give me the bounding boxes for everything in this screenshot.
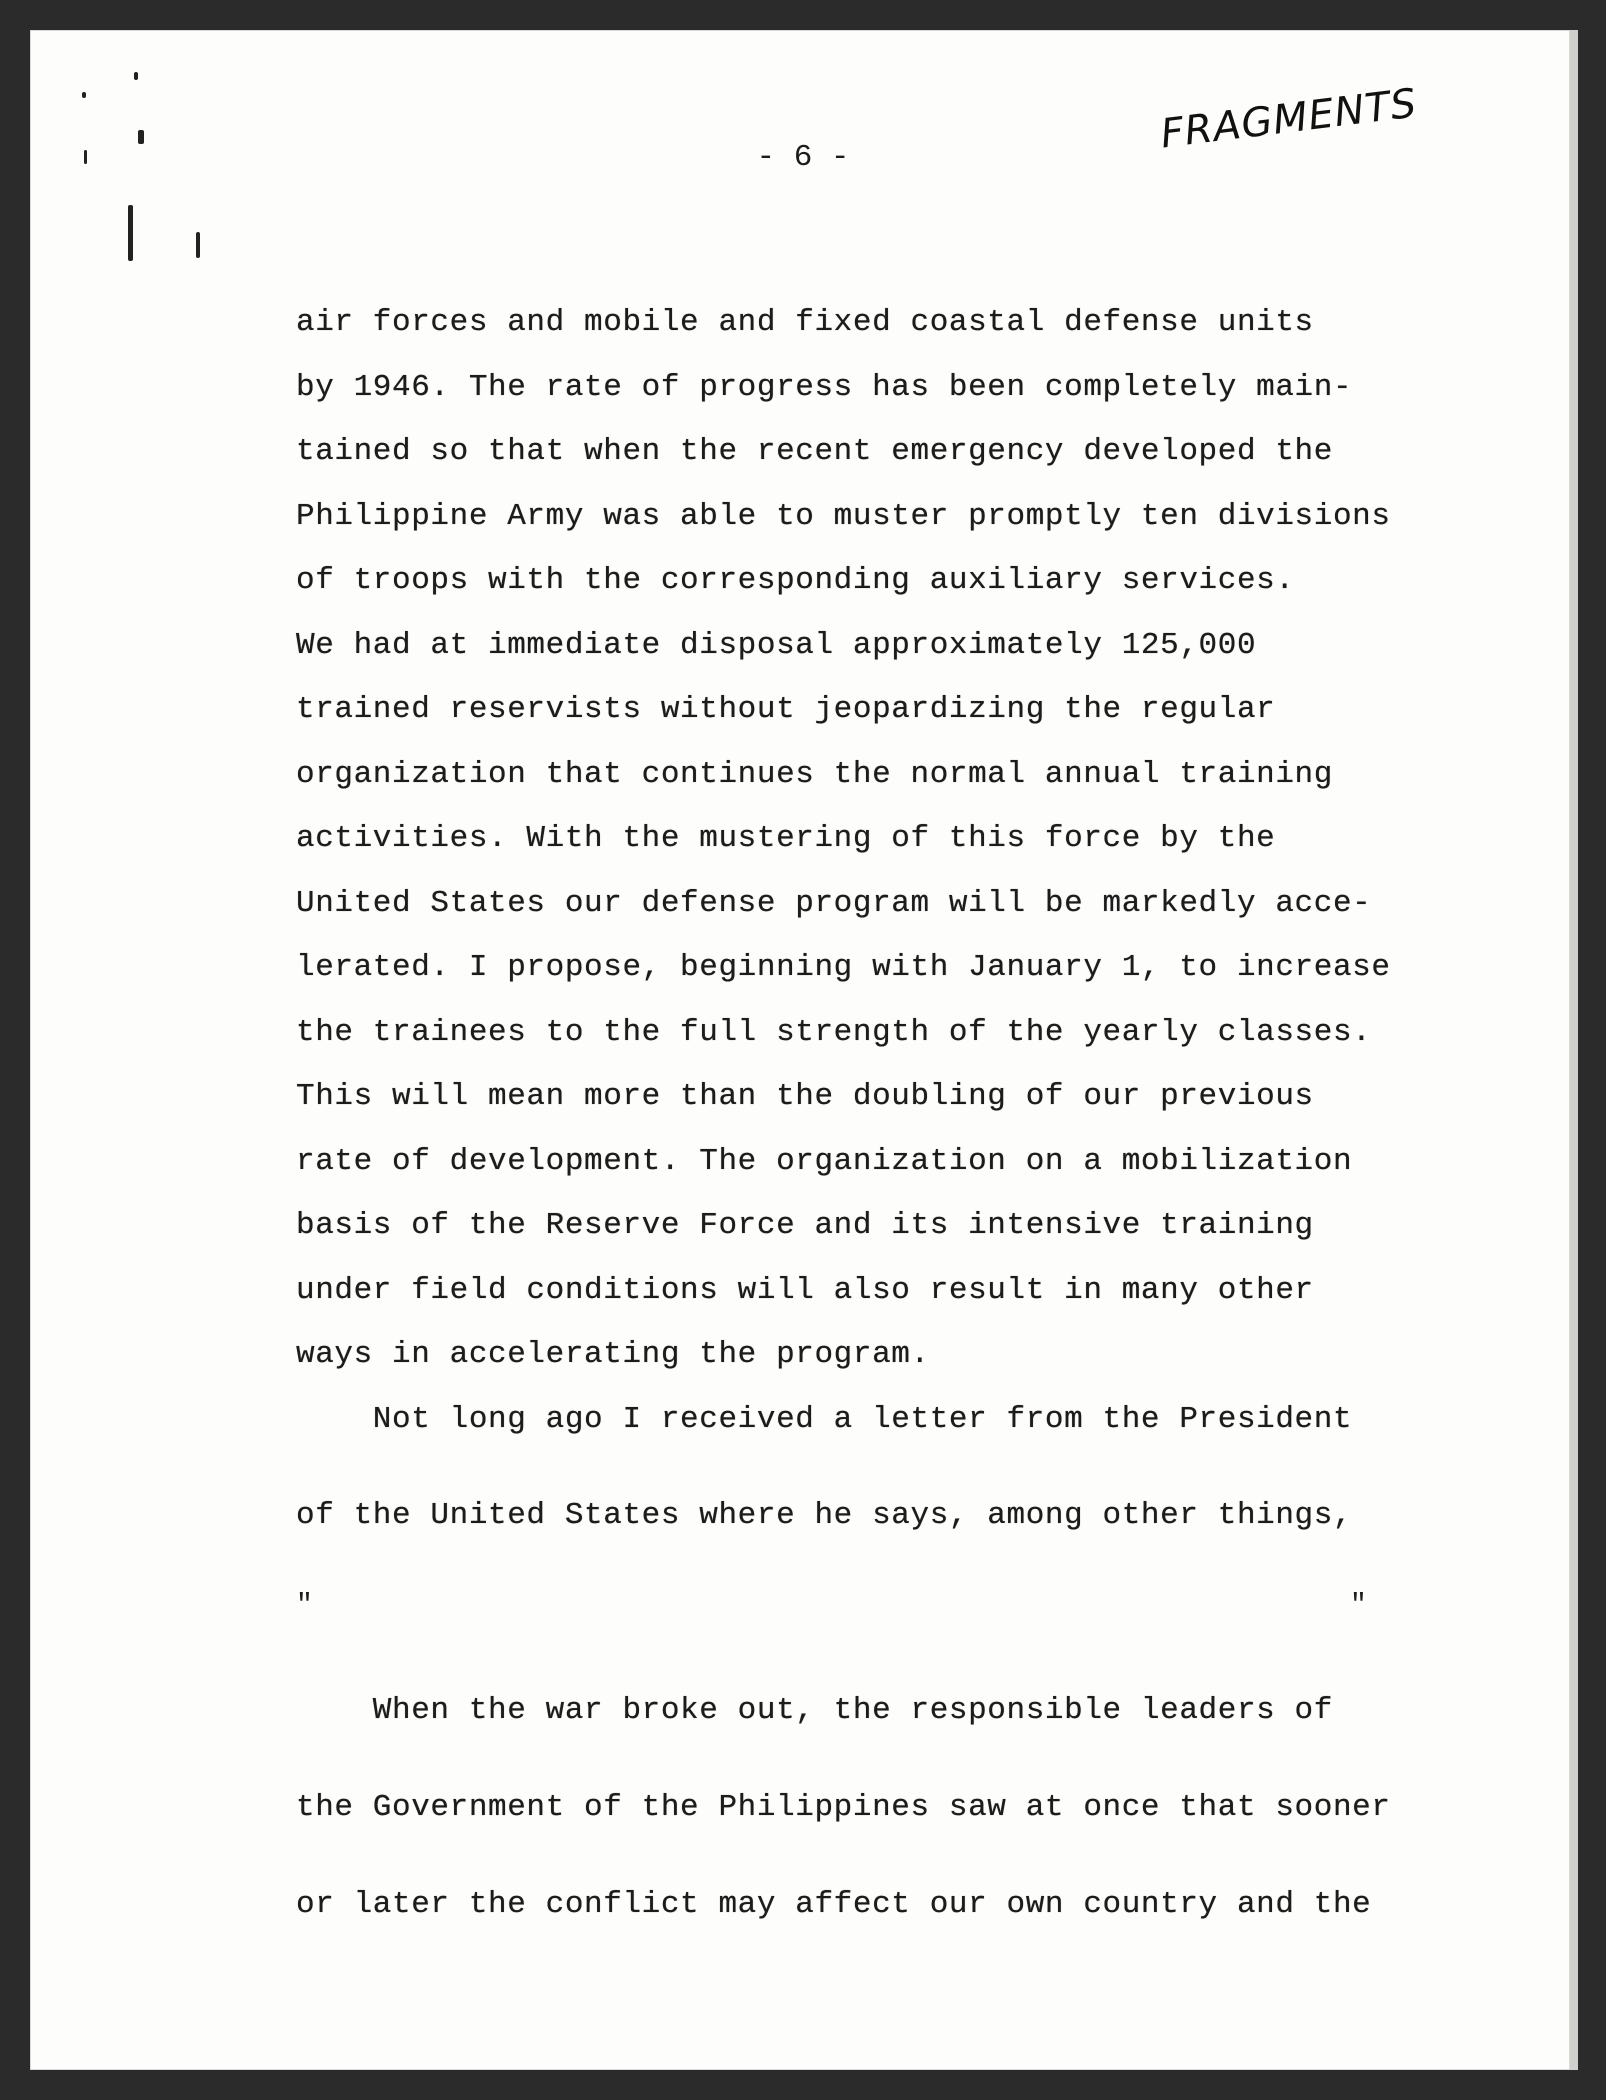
text-line: We had at immediate disposal approximately 125,000	[296, 628, 1257, 663]
text-line: lerated. I propose, beginning with January 1, to increase	[296, 950, 1391, 985]
page-edge	[1570, 30, 1578, 2070]
text-line: When the war broke out, the responsible leaders of	[296, 1693, 1333, 1728]
text-line: trained reservists without jeopardizing the regular	[296, 692, 1276, 727]
text-line: ways in accelerating the program.	[296, 1337, 930, 1372]
text-line: under field conditions will also result in many other	[296, 1273, 1314, 1308]
text-line: Not long ago I received a letter from the President	[296, 1402, 1353, 1437]
text-line: rate of development. The organization on a mobilization	[296, 1144, 1353, 1179]
text-line: the trainees to the full strength of the yearly classes.	[296, 1015, 1372, 1050]
quote-open: "	[296, 1590, 313, 1621]
text-line: air forces and mobile and fixed coastal defense units	[296, 305, 1314, 340]
text-line: Philippine Army was able to muster promptly ten divisions	[296, 499, 1391, 534]
text-line: the Government of the Philippines saw at once that sooner	[296, 1790, 1391, 1825]
text-line: United States our defense program will be markedly acce-	[296, 886, 1372, 921]
text-line: or later the conflict may affect our own country and the	[296, 1887, 1372, 1922]
page-number: - 6 -	[756, 140, 850, 175]
text-line: by 1946. The rate of progress has been completely main-	[296, 370, 1353, 405]
quote-close: "	[1350, 1590, 1367, 1621]
text-line: of the United States where he says, among other things,	[296, 1498, 1353, 1533]
handwritten-annotation: FRAGMENTS	[1158, 80, 1420, 158]
text-line: basis of the Reserve Force and its intensive training	[296, 1208, 1314, 1243]
text-line: organization that continues the normal annual training	[296, 757, 1333, 792]
text-line: This will mean more than the doubling of our previous	[296, 1079, 1314, 1114]
text-line: tained so that when the recent emergency developed the	[296, 434, 1333, 469]
text-line: of troops with the corresponding auxiliary services.	[296, 563, 1295, 598]
text-line: activities. With the mustering of this force by the	[296, 821, 1276, 856]
